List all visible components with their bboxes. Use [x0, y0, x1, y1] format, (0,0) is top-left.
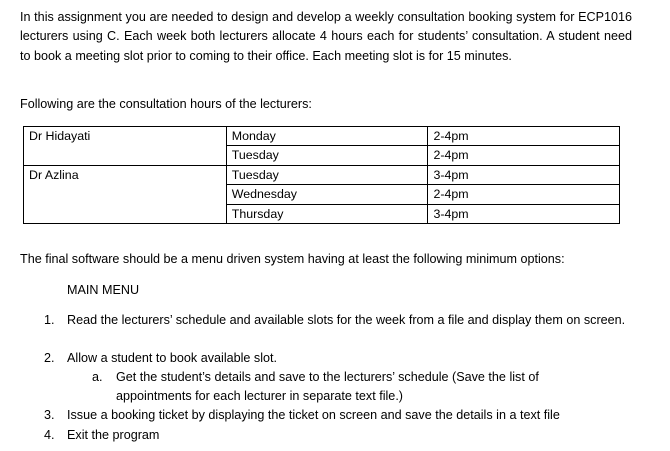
intro-paragraph: In this assignment you are needed to design and develop a weekly consultation booking system for ECP1016 lecturers using C. Each week both lecturers allocate 4 hours each for students’ consultation. A student need to book a meeting slot prior to coming to their office. Each meeting slot is for 15 minutes. — [20, 10, 632, 63]
item-number: 1. — [44, 313, 55, 327]
table-row — [24, 165, 620, 223]
time-slot: 2-4pm — [433, 148, 469, 163]
time-slot: 3-4pm — [428, 166, 619, 185]
lecturer-name: Dr Hidayati — [29, 129, 91, 143]
hours-heading: Following are the consultation hours of the lecturers: — [20, 97, 312, 111]
item-text: Read the lecturers’ schedule and available slots for the week from a file and display them on screen. — [67, 313, 626, 327]
item-text: Issue a booking ticket by displaying the ticket on screen and save the details in a text file — [67, 408, 560, 422]
lecturer-cell — [24, 165, 227, 223]
requirements-paragraph: The final software should be a menu driven system having at least the following minimum options: — [20, 252, 565, 266]
lecturer-name: Dr Azlina — [29, 167, 79, 182]
item-letter: a. — [92, 370, 103, 384]
days-cell — [226, 165, 428, 223]
day: Tuesday — [227, 166, 428, 185]
time-slot: 2-4pm — [428, 127, 619, 146]
time-slot: 2-4pm — [428, 185, 619, 204]
times-cell — [428, 165, 620, 223]
item-number: 2. — [44, 351, 55, 365]
day: Monday — [227, 127, 428, 146]
item-number: 3. — [44, 408, 55, 422]
lecturer-cell — [24, 127, 227, 166]
item-text: Allow a student to book available slot. — [67, 351, 278, 365]
item-number: 4. — [44, 428, 55, 442]
days-cell — [226, 127, 428, 166]
day: Wednesday — [227, 185, 428, 204]
item-text: Exit the program — [67, 428, 160, 442]
day: Tuesday — [231, 148, 279, 163]
table-row — [24, 127, 620, 166]
item-text: Get the student’s details and save to the lecturers’ schedule (Save the list of appointments for each lecturer in separate text file.) — [116, 370, 539, 404]
main-menu-title: MAIN MENU — [67, 283, 140, 297]
time-slot: 3-4pm — [433, 206, 469, 221]
times-cell — [428, 127, 620, 166]
day: Thursday — [231, 206, 284, 221]
consultation-schedule-table — [23, 126, 620, 224]
